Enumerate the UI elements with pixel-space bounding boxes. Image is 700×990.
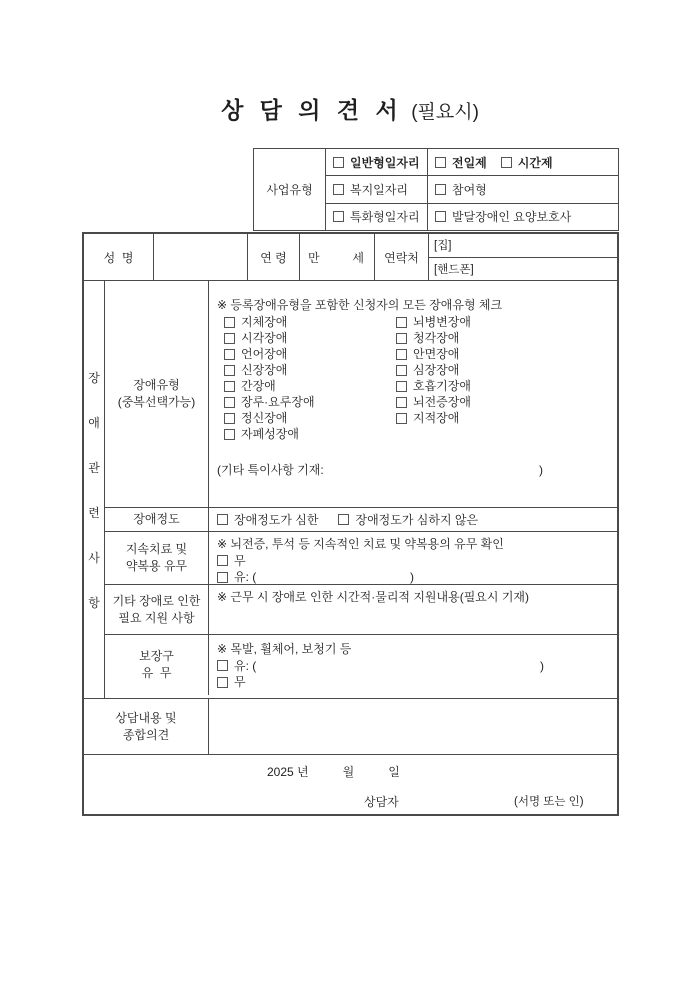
aids-yes-label: 유: (: [234, 658, 257, 673]
disability-checkbox[interactable]: [396, 365, 407, 376]
aids-content: [209, 635, 617, 695]
age-prefix: 만: [308, 250, 320, 265]
disability-checkbox[interactable]: [224, 365, 235, 376]
disability-checkbox[interactable]: [396, 349, 407, 360]
age-suffix: 세: [352, 250, 364, 265]
cell-specialized-job: [326, 204, 428, 230]
disability-related-vertical-label: [84, 281, 105, 698]
date-year: 2025: [267, 764, 294, 779]
welfare-job-label: 복지일자리: [350, 182, 408, 197]
aids-yes-close-paren: ): [540, 658, 544, 673]
signature-note: (서명 또는 인): [514, 796, 584, 808]
treatment-note: ※ 뇌전증, 투석 등 지속적인 치료 및 약복용의 유무 확인: [217, 537, 504, 551]
age-value-cell[interactable]: [300, 234, 375, 280]
cell-general-job-options: [428, 149, 618, 175]
disability-type-options: [217, 314, 617, 442]
support-label: [105, 585, 209, 634]
vlabel-char: 사: [88, 550, 100, 565]
vlabel-char: 관: [88, 460, 100, 475]
severity-label: 장애정도: [105, 508, 209, 531]
disability-checkbox[interactable]: [224, 349, 235, 360]
treatment-yes-label: 유: (: [234, 570, 257, 584]
disability-option-label: 자폐성장애: [241, 427, 299, 441]
disability-option-label: 정신장애: [241, 411, 288, 425]
disability-type-right-column: [396, 314, 471, 442]
business-type-label: 사업유형: [254, 149, 326, 230]
etc-note-prefix: (기타 특이사항 기재:: [217, 463, 324, 477]
severe-label: 장애정도가 심한: [234, 513, 319, 527]
opinion-label: [84, 699, 209, 754]
severity-content: [209, 508, 617, 531]
checkbox-aids-no[interactable]: [217, 677, 228, 688]
disability-checkbox[interactable]: [396, 333, 407, 344]
checkbox-fulltime[interactable]: [435, 157, 446, 168]
checkbox-general-job[interactable]: [333, 157, 344, 168]
age-label: 연 령: [248, 234, 300, 280]
treatment-yes-close-paren: ): [410, 570, 414, 584]
title-main: 상 담 의 견 서: [221, 97, 403, 123]
disability-option-label: 신장장애: [241, 363, 288, 377]
checkbox-aids-yes[interactable]: [217, 660, 228, 671]
disability-checkbox[interactable]: [396, 413, 407, 424]
aids-row: [105, 634, 617, 695]
etc-note-close-paren: ): [539, 463, 543, 477]
date-year-unit: 년: [297, 765, 309, 779]
business-type-row-specialized: [326, 203, 618, 230]
treatment-row: [105, 531, 617, 584]
aids-label-line1: 보장구: [139, 649, 174, 663]
person-info-row: [84, 234, 617, 281]
vlabel-char: 련: [88, 505, 100, 520]
checkbox-caregiver[interactable]: [435, 211, 446, 222]
not-severe-label: 장애정도가 심하지 않은: [355, 513, 479, 527]
disability-checkbox[interactable]: [396, 397, 407, 408]
fulltime-label: 전일제: [452, 155, 487, 170]
disability-checkbox[interactable]: [224, 381, 235, 392]
checkbox-treatment-no[interactable]: [217, 555, 228, 566]
disability-option-label: 지적장애: [413, 411, 460, 425]
checkbox-parttime[interactable]: [501, 157, 512, 168]
business-type-rows: [326, 149, 618, 230]
support-note: ※ 근무 시 장애로 인한 시간적·물리적 지원내용(필요시 기재): [217, 590, 529, 604]
disability-checkbox[interactable]: [396, 317, 407, 328]
disability-related-section: [84, 281, 617, 699]
disability-checkbox[interactable]: [224, 333, 235, 344]
treatment-content: [209, 532, 617, 584]
checkbox-welfare-job[interactable]: [333, 184, 344, 195]
contact-mobile-label: [핸드폰]: [434, 263, 474, 276]
date-signature-row: [84, 755, 617, 814]
contact-label: 연락처: [375, 234, 429, 280]
contact-home-label: [집]: [434, 240, 452, 253]
aids-note: ※ 목발, 휠체어, 보청기 등: [217, 642, 352, 656]
treatment-label: [105, 532, 209, 584]
cell-specialized-job-option: [428, 204, 618, 230]
date-month-unit: 월: [342, 765, 355, 779]
checkbox-specialized-job[interactable]: [333, 211, 344, 222]
main-table: [82, 232, 619, 816]
disability-option-label: 호흡기장애: [413, 379, 471, 393]
checkbox-treatment-yes[interactable]: [217, 572, 228, 583]
disability-option-label: 장루·요루장애: [241, 395, 315, 409]
opinion-label-line2: 종합의견: [122, 727, 170, 742]
parttime-label: 시간제: [517, 155, 553, 170]
checkbox-not-severe[interactable]: [338, 514, 349, 525]
severity-row: [105, 507, 617, 531]
name-label: 성 명: [84, 234, 154, 280]
disability-type-label-line2: (중복선택가능): [117, 395, 196, 409]
general-job-label: 일반형일자리: [350, 155, 420, 170]
treatment-label-line1: 지속치료 및: [125, 542, 188, 556]
business-type-row-general: [326, 149, 618, 175]
disability-type-label-line1: 장애유형: [133, 378, 180, 392]
business-type-table: [253, 148, 619, 231]
date-day-unit: 일: [388, 765, 400, 779]
vlabel-char: 항: [88, 595, 100, 610]
vlabel-char: 애: [88, 415, 100, 430]
vlabel-char: 장: [88, 370, 100, 385]
cell-welfare-job: [326, 176, 428, 202]
disability-option-label: 뇌병변장애: [413, 315, 471, 329]
disability-option-label: 청각장애: [413, 331, 460, 345]
business-type-row-welfare: [326, 175, 618, 202]
disability-checkbox[interactable]: [396, 381, 407, 392]
disability-type-note: ※ 등록장애유형을 포함한 신청자의 모든 장애유형 체크: [217, 298, 503, 312]
disability-checkbox[interactable]: [224, 397, 235, 408]
disability-checkbox[interactable]: [224, 413, 235, 424]
disability-option-label: 시각장애: [241, 331, 288, 345]
disability-type-row: [105, 281, 617, 507]
name-input-cell[interactable]: [154, 234, 248, 280]
disability-type-content: [209, 281, 617, 507]
counselor-label: 상담자: [364, 795, 399, 809]
aids-label-line2: 유 무: [141, 666, 172, 680]
support-label-line1: 기타 장애로 인한: [112, 593, 201, 608]
opinion-content-area[interactable]: [209, 699, 617, 754]
disability-option-label: 심장장애: [413, 363, 460, 377]
disability-option-label: 안면장애: [413, 347, 460, 361]
etc-note-line: [217, 463, 617, 478]
page-title: [0, 92, 700, 125]
date-line: [267, 763, 400, 780]
disability-related-rows: [105, 281, 617, 698]
disability-type-label: [105, 281, 209, 507]
treatment-no-label: 무: [234, 553, 246, 568]
disability-option-label: 뇌전증장애: [413, 395, 471, 409]
opinion-row: [84, 699, 617, 755]
opinion-label-line1: 상담내용 및: [115, 710, 177, 725]
disability-checkbox[interactable]: [224, 429, 235, 440]
aids-no-label: 무: [234, 675, 246, 689]
support-row: [105, 584, 617, 634]
checkbox-participation-type[interactable]: [435, 184, 446, 195]
contact-home-field[interactable]: [429, 234, 617, 258]
cell-welfare-job-option: [428, 176, 618, 202]
aids-label: [105, 635, 209, 695]
caregiver-label: 발달장애인 요양보호사: [452, 210, 572, 225]
disability-checkbox[interactable]: [224, 317, 235, 328]
contact-mobile-field[interactable]: [429, 258, 617, 281]
title-suffix: (필요시): [411, 102, 479, 123]
support-content[interactable]: [209, 585, 617, 634]
participation-type-label: 참여형: [452, 182, 487, 197]
support-label-line2: 필요 지원 사항: [118, 610, 195, 625]
specialized-job-label: 특화형일자리: [350, 210, 420, 225]
disability-type-left-column: [224, 314, 396, 442]
disability-option-label: 지체장애: [241, 315, 288, 329]
treatment-label-line2: 약복용 유무: [125, 559, 188, 573]
contact-cell: [429, 234, 617, 280]
checkbox-severe[interactable]: [217, 514, 228, 525]
disability-option-label: 언어장애: [241, 347, 288, 361]
disability-option-label: 간장애: [241, 379, 276, 393]
cell-general-job: [326, 149, 428, 175]
